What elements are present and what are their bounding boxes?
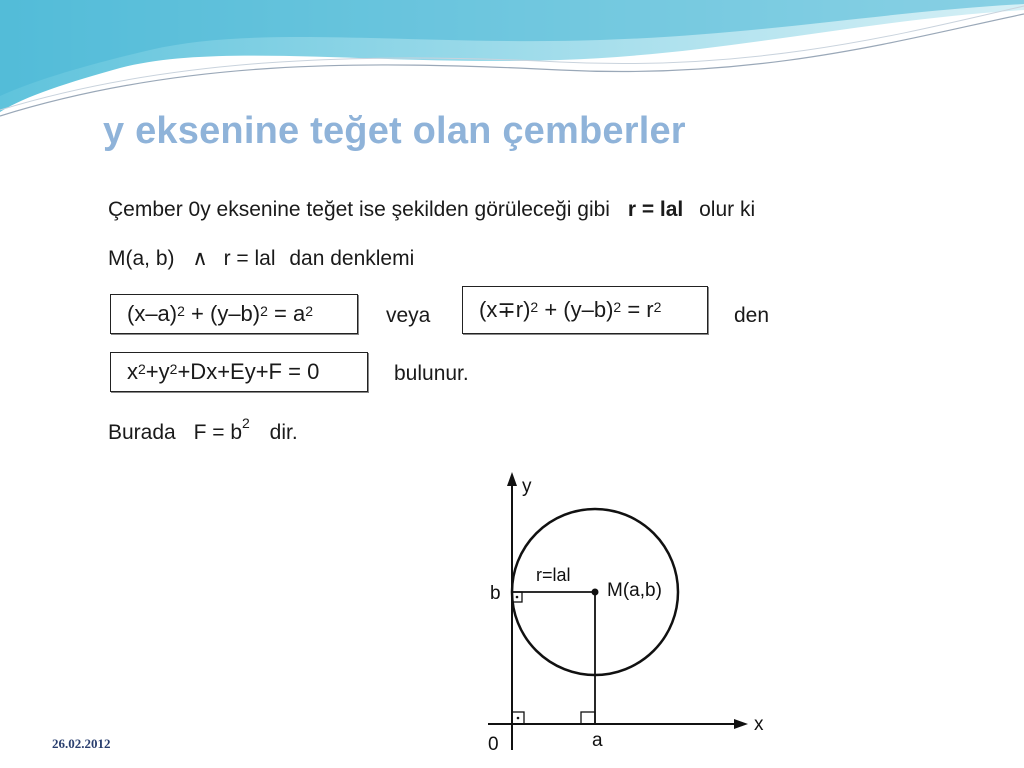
box3-y: +y [145,359,170,384]
line2-formula: r = lal [223,247,276,270]
equation-box-standard-a [110,294,358,334]
box1-rhs: = a [267,301,306,326]
burada-exp: 2 [242,415,250,431]
text-line-2 [108,246,414,271]
box1-term-a: (x–a) [127,301,178,326]
logical-and-symbol: ∧ [192,247,208,270]
text-line-burada [108,415,298,445]
box1-exp-b: 2 [260,303,268,319]
burada-formula: F = b [193,421,243,444]
box2-term-b: + (y–b) [538,297,614,322]
line1-formula: r = lal [627,198,684,221]
x-axis-label: x [754,714,764,735]
line2-end: dan denklemi [289,247,415,270]
burada-end: dir. [269,421,298,444]
den-text: den [734,304,770,327]
radius-label: r=lal [536,565,571,585]
y-axis-label: y [522,476,532,497]
a-label: a [592,730,603,751]
line1-text: Çember 0y eksenine teğet ise şekilden görüleceği gibi [108,198,610,221]
circle-tangent-diagram [470,468,780,758]
box3-exp-x: 2 [138,361,146,377]
right-angle-dot-origin [517,717,520,720]
box1-exp-a: 2 [177,303,185,319]
origin-label: 0 [488,734,499,755]
center-label: M(a,b) [607,580,662,601]
box2-rhs: = r [621,297,654,322]
box3-exp-y: 2 [169,361,178,377]
veya-text: veya [386,304,431,327]
box2-exp-a: 2 [530,299,539,315]
line1-end: olur ki [699,198,756,221]
box3-rest: +Dx+Ey+F = 0 [177,359,320,384]
slide-date: 26.02.2012 [52,736,111,751]
box2-exp-c: 2 [653,299,662,315]
box2-exp-b: 2 [613,299,622,315]
equation-box-general [110,352,368,392]
burada-word: Burada [108,421,176,444]
slide-title: y eksenine teğet olan çemberler [103,110,686,152]
b-label: b [490,583,501,604]
equation-box-standard-r [462,286,708,334]
box1-exp-c: 2 [305,303,314,319]
box2-term-a: (x∓r) [479,297,531,322]
bulunur-text: bulunur. [394,362,469,385]
right-angle-dot-b [516,596,519,599]
text-line-1 [108,198,755,222]
x-axis-arrow-icon [734,719,748,729]
y-axis-arrow-icon [507,472,517,486]
center-point [592,589,599,596]
box3-x: x [127,359,138,384]
right-angle-mark-a [581,712,595,724]
box1-term-b: + (y–b) [184,301,261,326]
line2-point: M(a, b) [108,247,175,270]
